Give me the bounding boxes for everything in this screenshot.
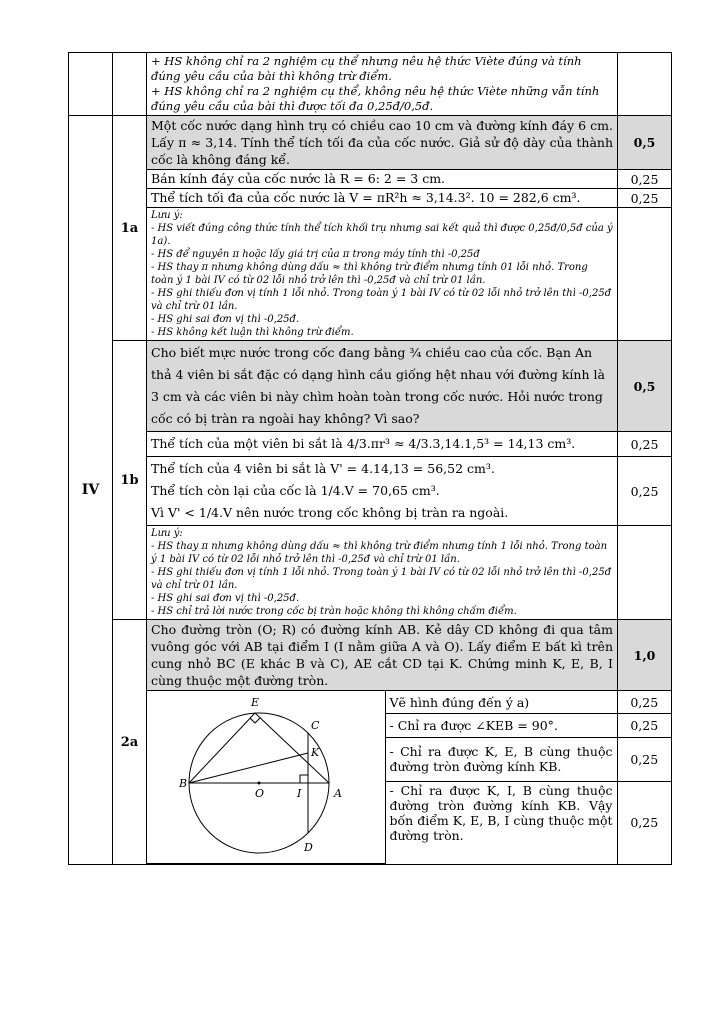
note-line: - HS viết đúng công thức tính thể tích khối trụ nhưng sai kết quả thì được 0,25đ/0,5đ của ý 1a). xyxy=(151,223,613,247)
q2a-question: Cho đường tròn (O; R) có đường kính AB. Kẻ dây CD không đi qua tâm vuông góc với AB tại điểm I (I nằm giữa A và O). Lấy điểm E bất kì trên cung nhỏ BC (E khác B và C), AE cắt CD tại K. Chứng minh K, E, B, I cùng thuộc một đường tròn. xyxy=(147,620,618,691)
note-line: + HS không chỉ ra 2 nghiệm cụ thể nhưng nêu hệ thức Viète đúng và tính đúng yêu cầu của bài thì không trừ điểm. xyxy=(151,54,582,83)
q2a-step-4: - Chỉ ra được K, I, B cùng thuộc đường tròn đường kính KB. Vậy bốn điểm K, E, B, I cùng thuộc một đường tròn. xyxy=(385,781,617,864)
q2a-step-2: - Chỉ ra được ∠KEB = 90°. xyxy=(385,714,617,738)
q2a-step-4-score: 0,25 xyxy=(617,781,671,864)
label-d: D xyxy=(304,841,313,854)
q1b-label: 1b xyxy=(113,341,147,620)
section-label: IV xyxy=(69,116,113,865)
q1b-question: Cho biết mực nước trong cốc đang bằng ¾ chiều cao của cốc. Bạn An thả 4 viên bi sắt đặc có dạng hình cầu giống hệt nhau với đường kính là 3 cm và các viên bi này chìm hoàn toàn trong cốc nước. Hỏi nước trong cốc có bị tràn ra ngoài hay không? Vì sao? xyxy=(147,341,618,432)
q1b-notes-row xyxy=(69,526,672,620)
geometry-figure-cell xyxy=(147,691,385,864)
note-line: Lưu ý: xyxy=(151,528,183,539)
label-c: C xyxy=(311,719,320,732)
note-line: - HS không kết luận thì không trừ điểm. xyxy=(151,327,354,338)
q1b-step-2 xyxy=(147,457,618,526)
label-a: A xyxy=(334,787,342,800)
q1a-step-1-score: 0,25 xyxy=(618,170,672,189)
label-b: B xyxy=(179,777,188,790)
note-line: - HS ghi thiếu đơn vị tính 1 lỗi nhỏ. Trong toàn ý 1 bài IV có từ 02 lỗi nhỏ trở lên thì -0,25đ và chỉ trừ 01 lần. xyxy=(151,567,612,591)
note-line: - HS chỉ trả lời nước trong cốc bị tràn hoặc không thì không chấm điểm. xyxy=(151,606,517,617)
q1a-question: Một cốc nước dạng hình trụ có chiều cao 10 cm và đường kính đáy 6 cm. Lấy π ≈ 3,14. Tính thể tích tối đa của cốc nước. Giả sử độ dày của thành cốc là không đáng kể. xyxy=(147,116,618,170)
q2a-score: 1,0 xyxy=(618,620,672,691)
label-k: K xyxy=(311,746,320,759)
q1a-step-row xyxy=(69,189,672,208)
q1a-step-1: Bán kính đáy của cốc nước là R = 6: 2 = 3 cm. xyxy=(147,170,618,189)
top-notes-row xyxy=(69,53,672,116)
label-i: I xyxy=(297,787,302,800)
q1b-score: 0,5 xyxy=(618,341,672,432)
note-line: - HS ghi sai đơn vị thì -0,25đ. xyxy=(151,314,300,325)
viete-notes xyxy=(147,53,618,116)
label-o: O xyxy=(255,787,265,800)
q2a-figure-row xyxy=(69,691,672,865)
q1b-step-1: Thể tích của một viên bi sắt là 4/3.πr³ ≈ 4/3.3,14.1,5³ = 14,13 cm³. xyxy=(147,432,618,457)
right-angle-e xyxy=(250,718,260,723)
q2a-step-1: Vẽ hình đúng đến ý a) xyxy=(385,691,617,714)
q1a-question-row xyxy=(69,116,672,170)
q1a-step-2-score: 0,25 xyxy=(618,189,672,208)
answer-line: Thể tích còn lại của cốc là 1/4.V = 70,65 cm³. xyxy=(151,483,440,498)
q1a-notes-row xyxy=(69,208,672,341)
right-angle-i xyxy=(300,775,308,783)
q2a-step-3-score: 0,25 xyxy=(617,738,671,781)
answer-line: Vì V' < 1/4.V nên nước trong cốc không bị tràn ra ngoài. xyxy=(151,505,509,520)
note-line: + HS không chỉ ra 2 nghiệm cụ thể, không nêu hệ thức Viète những vẫn tính đúng yêu cầu của bài thì được tối đa 0,25đ/0,5đ. xyxy=(151,84,600,113)
answer-line: Thể tích của 4 viên bi sắt là V' = 4.14,13 = 56,52 cm³. xyxy=(151,461,495,476)
note-line: Lưu ý: xyxy=(151,210,183,221)
q2a-question-row xyxy=(69,620,672,691)
q1a-step-2: Thể tích tối đa của cốc nước là V = πR²h ≈ 3,14.3². 10 = 282,6 cm³. xyxy=(147,189,618,208)
note-line: - HS ghi sai đơn vị thì -0,25đ. xyxy=(151,593,300,604)
q2a-label: 2a xyxy=(113,620,147,865)
q1b-step-row xyxy=(69,432,672,457)
note-line: - HS thay π nhưng không dùng dấu ≈ thì không trừ điểm nhưng tính 01 lỗi nhỏ. Trong toàn ý 1 bài IV có từ 02 lỗi nhỏ trở lên thì -0,25đ và chỉ trừ 01 lần. xyxy=(151,262,588,286)
q1b-step-2-score: 0,25 xyxy=(618,457,672,526)
segment-bk xyxy=(189,753,308,783)
q1a-score: 0,5 xyxy=(618,116,672,170)
grading-table xyxy=(68,52,672,865)
q1a-step-row xyxy=(69,170,672,189)
note-line: - HS thay π nhưng không dùng dấu ≈ thì không trừ điểm nhưng tính 1 lỗi nhỏ. Trong toàn ý 1 bài IV có từ 02 lỗi nhỏ trở lên thì -0,25đ và chỉ trừ 01 lần. xyxy=(151,541,608,565)
geometry-figure xyxy=(147,691,385,859)
q2a-figure-cell xyxy=(147,691,672,865)
q1b-question-row xyxy=(69,341,672,432)
q1a-label: 1a xyxy=(113,116,147,341)
q2a-steps-table xyxy=(147,691,671,864)
note-line: - HS để nguyên π hoặc lấy giá trị của π trong máy tính thì -0,25đ xyxy=(151,249,480,260)
label-e: E xyxy=(251,696,260,709)
q2a-step-3: - Chỉ ra được K, E, B cùng thuộc đường tròn đường kính KB. xyxy=(385,738,617,781)
q1a-notes xyxy=(147,208,618,341)
q2a-step-1-score: 0,25 xyxy=(617,691,671,714)
q1b-step-1-score: 0,25 xyxy=(618,432,672,457)
note-line: - HS ghi thiếu đơn vị tính 1 lỗi nhỏ. Trong toàn ý 1 bài IV có từ 02 lỗi nhỏ trở lên thì -0,25đ và chỉ trừ 01 lần. xyxy=(151,288,612,312)
q1b-notes xyxy=(147,526,618,620)
q1b-step-row xyxy=(69,457,672,526)
q2a-step-2-score: 0,25 xyxy=(617,714,671,738)
center-o xyxy=(258,782,261,785)
